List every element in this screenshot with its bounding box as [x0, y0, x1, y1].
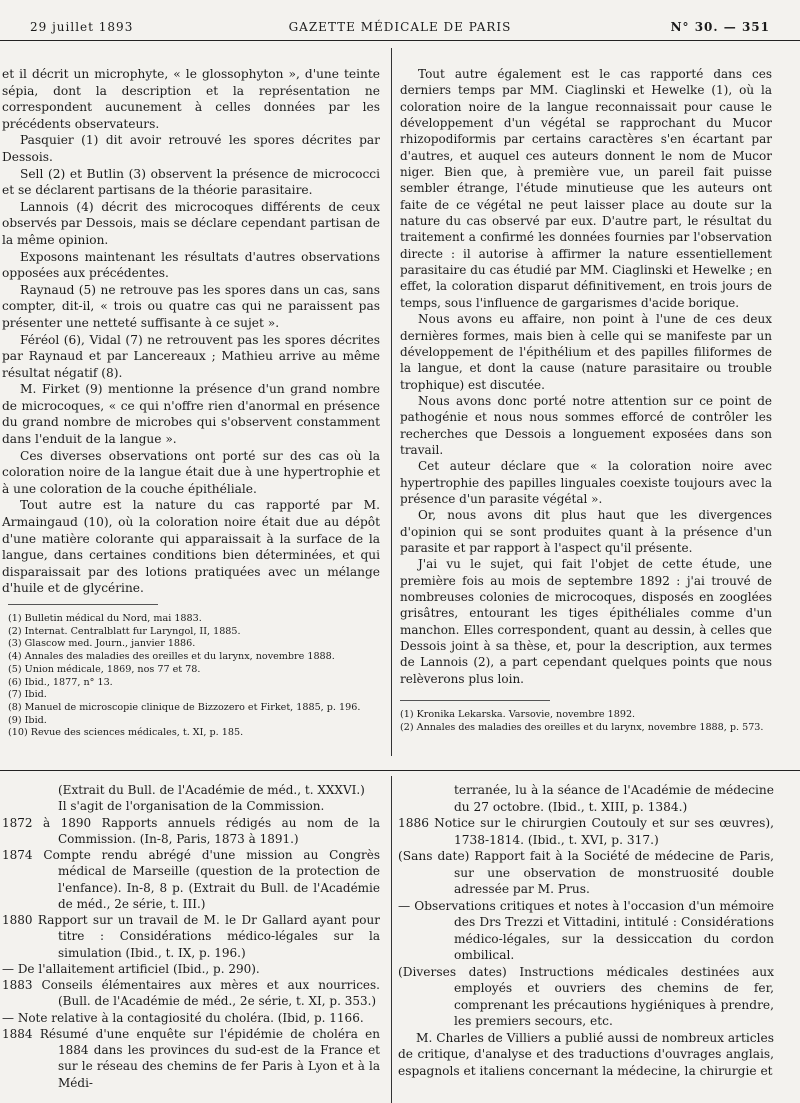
right-paragraph: Tout autre également est le cas rapporté dans ces derniers temps par MM. Ciaglinski et Hewelke (1), où la coloration noire de la langue reconnaissait pour cause le développement d'un végétal se rapprochant du Mucor rhizopodiformis par certains caractères s'en écartant par d'autres, et auquel ces auteurs donnent le nom de Mucor niger. Bien que, à première vue, un pareil fait puisse sembler étrange, l'étude minutieuse que les auteurs ont faite de ce végétal ne peut laisser place au doute sur la nature du cas observé par eux. D'autre part, le résultat du traitement a confirmé les données fournies par l'observation directe : il autorise à affirmer la nature essentiellement parasitaire du cas étudié par MM. Ciaglinski et Hewelke ; en effet, la coloration disparut définitivement, en trois jours de temps, sous l'influence de gargarismes d'acide borique.	[400, 67, 772, 310]
left-paragraph: Féréol (6), Vidal (7) ne retrouvent pas les spores décrites par Raynaud et par Lancereaux ; Mathieu arrive au même résultat négatif (8).	[2, 332, 380, 380]
footnote: (6) Ibid., 1877, n° 13.	[8, 676, 113, 688]
footnote-separator	[400, 700, 550, 701]
bibliography-entry: 1880 Rapport sur un travail de M. le Dr Gallard ayant pour titre : Considérations médico-légales sur la simulation (Ibid., t. IX, p. 196.)	[2, 913, 380, 960]
right-paragraph: Or, nous avons dit plus haut que les divergences d'opinion qui se sont produites quant à la présence d'un parasite et par rapport à l'aspect qu'il présente.	[400, 508, 772, 555]
right-column	[400, 66, 772, 687]
page-header	[30, 16, 770, 38]
left-paragraph: M. Firket (9) mentionne la présence d'un grand nombre de microcoques, « ce qui n'offre rien d'anormal en présence du grand nombre de microbes qui s'observent constamment dans l'enduit de la langue ».	[2, 382, 380, 447]
bibliography-entry: 1883 Conseils élémentaires aux mères et aux nourrices. (Bull. de l'Académie de méd., 2e série, t. XI, p. 353.)	[2, 978, 380, 1009]
header-date: 29 juillet 1893	[30, 20, 134, 34]
left-footnotes	[8, 604, 380, 740]
bibliography-entry: 1886 Notice sur le chirurgien Coutouly et sur ses œuvres), 1738-1814. (Ibid., t. XVI, p. 317.)	[398, 816, 774, 847]
left-paragraph: Pasquier (1) dit avoir retrouvé les spores décrites par Dessois.	[2, 133, 380, 164]
left-paragraph: Exposons maintenant les résultats d'autres observations opposées aux précédentes.	[2, 249, 380, 281]
footnote: (1) Kronika Lekarska. Varsovie, novembre 1892.	[400, 709, 636, 720]
footnote: (1) Bulletin médical du Nord, mai 1883.	[8, 613, 202, 624]
bibliography-entry: 1884 Résumé d'une enquête sur l'épidémie de choléra en 1884 dans les provinces du sud-est de la France et sur le réseau des chemins de fer Paris à Lyon et à la Médi-	[2, 1026, 380, 1090]
bibliography-entry: 1874 Compte rendu abrégé d'une mission au Congrès médical de Marseille (question de la protection de l'enfance). In-8, 8 p. (Extrait du Bull. de l'Académie de méd., 2e série, t. III.)	[2, 848, 380, 911]
left-paragraph: Sell (2) et Butlin (3) observent la présence de micrococci et se déclarent partisans de la théorie parasitaire.	[2, 166, 380, 198]
footnote: (3) Glascow med. Journ., janvier 1886.	[8, 638, 196, 650]
left-paragraph: Raynaud (5) ne retrouve pas les spores dans un cas, sans compter, dit-il, « trois ou quatre cas qui ne paraissent pas présenter une netteté suffisante à ce sujet ».	[2, 282, 380, 330]
bibliography-entry: Il s'agit de l'organisation de la Commission.	[58, 799, 325, 814]
bibliography-entry: M. Charles de Villiers a publié aussi de nombreux articles de critique, d'analyse et des traductions d'ouvrages anglais, espagnols et italiens concernant la médecine, la chirurgie et	[398, 1030, 774, 1078]
header-page-number: N° 30. — 351	[670, 20, 770, 34]
column-divider	[391, 48, 392, 756]
footnote-separator	[8, 604, 158, 605]
footnote: (7) Ibid.	[8, 689, 47, 701]
header-rule	[0, 40, 800, 41]
footnote: (9) Ibid.	[8, 714, 47, 726]
left-paragraph: Lannois (4) décrit des microcoques différents de ceux observés par Dessois, mais se déclare cependant partisan de la même opinion.	[2, 199, 380, 247]
right-paragraph: Cet auteur déclare que « la coloration noire avec hypertrophie des papilles linguales coexiste toujours avec la présence d'un parasite végétal ».	[400, 459, 772, 506]
section-rule	[0, 770, 800, 771]
footnote: (4) Annales des maladies des oreilles et du larynx, novembre 1888.	[8, 651, 335, 663]
footnote: (10) Revue des sciences médicales, t. XI, p. 185.	[8, 727, 244, 739]
bibliography-entry: terranée, lu à la séance de l'Académie de médecine du 27 octobre. (Ibid., t. XIII, p. 1384.)	[454, 783, 774, 814]
right-paragraph: Nous avons eu affaire, non point à l'une de ces deux dernières formes, mais bien à celle qui se manifeste par un développement de l'épithélium et des papilles filiformes de la langue, et dont la cause (nature parasitaire ou trouble trophique) est discutée.	[400, 312, 772, 392]
right-paragraph: J'ai vu le sujet, qui fait l'objet de cette étude, une première fois au mois de septembre 1892 : j'ai trouvé de nombreuses colonies de microcoques, disposés en zooglées grisâtres, entourant les tiges épithéliales comme d'un manchon. Elles correspondent, quant au dessin, à celles que Dessois joint à sa thèse, et, pour la description, aux termes de Lannois (2), a part cependant quelques points que nous relèverons plus loin.	[400, 557, 772, 686]
column-divider	[391, 776, 392, 1103]
left-paragraph: et il décrit un microphyte, « le glossophyton », d'une teinte sépia, dont la description et la représentation ne correspondent aucunement à celles données par les précédents observateurs.	[2, 67, 380, 131]
bibliography-entry: (Diverses dates) Instructions médicales destinées aux employés et ouvriers des chemins de fer, comprenant les précautions hygiéniques à prendre, les premiers secours, etc.	[398, 964, 774, 1028]
right-footnotes	[400, 700, 772, 734]
right-paragraph: Nous avons donc porté notre attention sur ce point de pathogénie et nous nous sommes efforcé de contrôler les recherches que Dessois a longuement exposées dans son travail.	[400, 393, 772, 457]
bibliography-right	[398, 782, 774, 1079]
left-paragraph: Tout autre est la nature du cas rapporté par M. Armaingaud (10), où la coloration noire était due au dépôt d'une matière colorante qui apparaissait à la surface de la langue, dans certaines conditions bien déterminées, et qui disparaissait par des lotions pratiquées avec un mélange d'huile et de glycérine.	[2, 498, 380, 596]
bibliography-entry: — De l'allaitement artificiel (Ibid., p. 290).	[2, 961, 260, 976]
bibliography-left	[2, 782, 380, 1091]
left-paragraph: Ces diverses observations ont porté sur des cas où la coloration noire de la langue était due à une hypertrophie et à une coloration de la couche épithéliale.	[2, 448, 380, 496]
header-title: GAZETTE MÉDICALE DE PARIS	[288, 20, 512, 34]
bibliography-entry: 1872 à 1890 Rapports annuels rédigés au nom de la Commission. (In-8, Paris, 1873 à 1891.)	[2, 815, 380, 846]
bibliography-entry: — Observations critiques et notes à l'occasion d'un mémoire des Drs Trezzi et Vittadini, intitulé : Considérations médico-légales, sur la dessiccation du cordon ombilical.	[398, 898, 774, 962]
bibliography-entry: (Extrait du Bull. de l'Académie de méd., t. XXXVI.)	[58, 783, 365, 797]
footnote: (2) Internat. Centralblatt fur Laryngol, II, 1885.	[8, 625, 241, 637]
left-column	[2, 66, 380, 597]
footnote: (5) Union médicale, 1869, nos 77 et 78.	[8, 663, 201, 675]
footnote: (2) Annales des maladies des oreilles et du larynx, novembre 1888, p. 573.	[400, 721, 764, 733]
footnote: (8) Manuel de microscopie clinique de Bizzozero et Firket, 1885, p. 196.	[8, 701, 361, 713]
bibliography-entry: — Note relative à la contagiosité du choléra. (Ibid, p. 1166.	[2, 1010, 364, 1025]
bibliography-entry: (Sans date) Rapport fait à la Société de médecine de Paris, sur une observation de monstruosité double adressée par M. Prus.	[398, 849, 774, 896]
